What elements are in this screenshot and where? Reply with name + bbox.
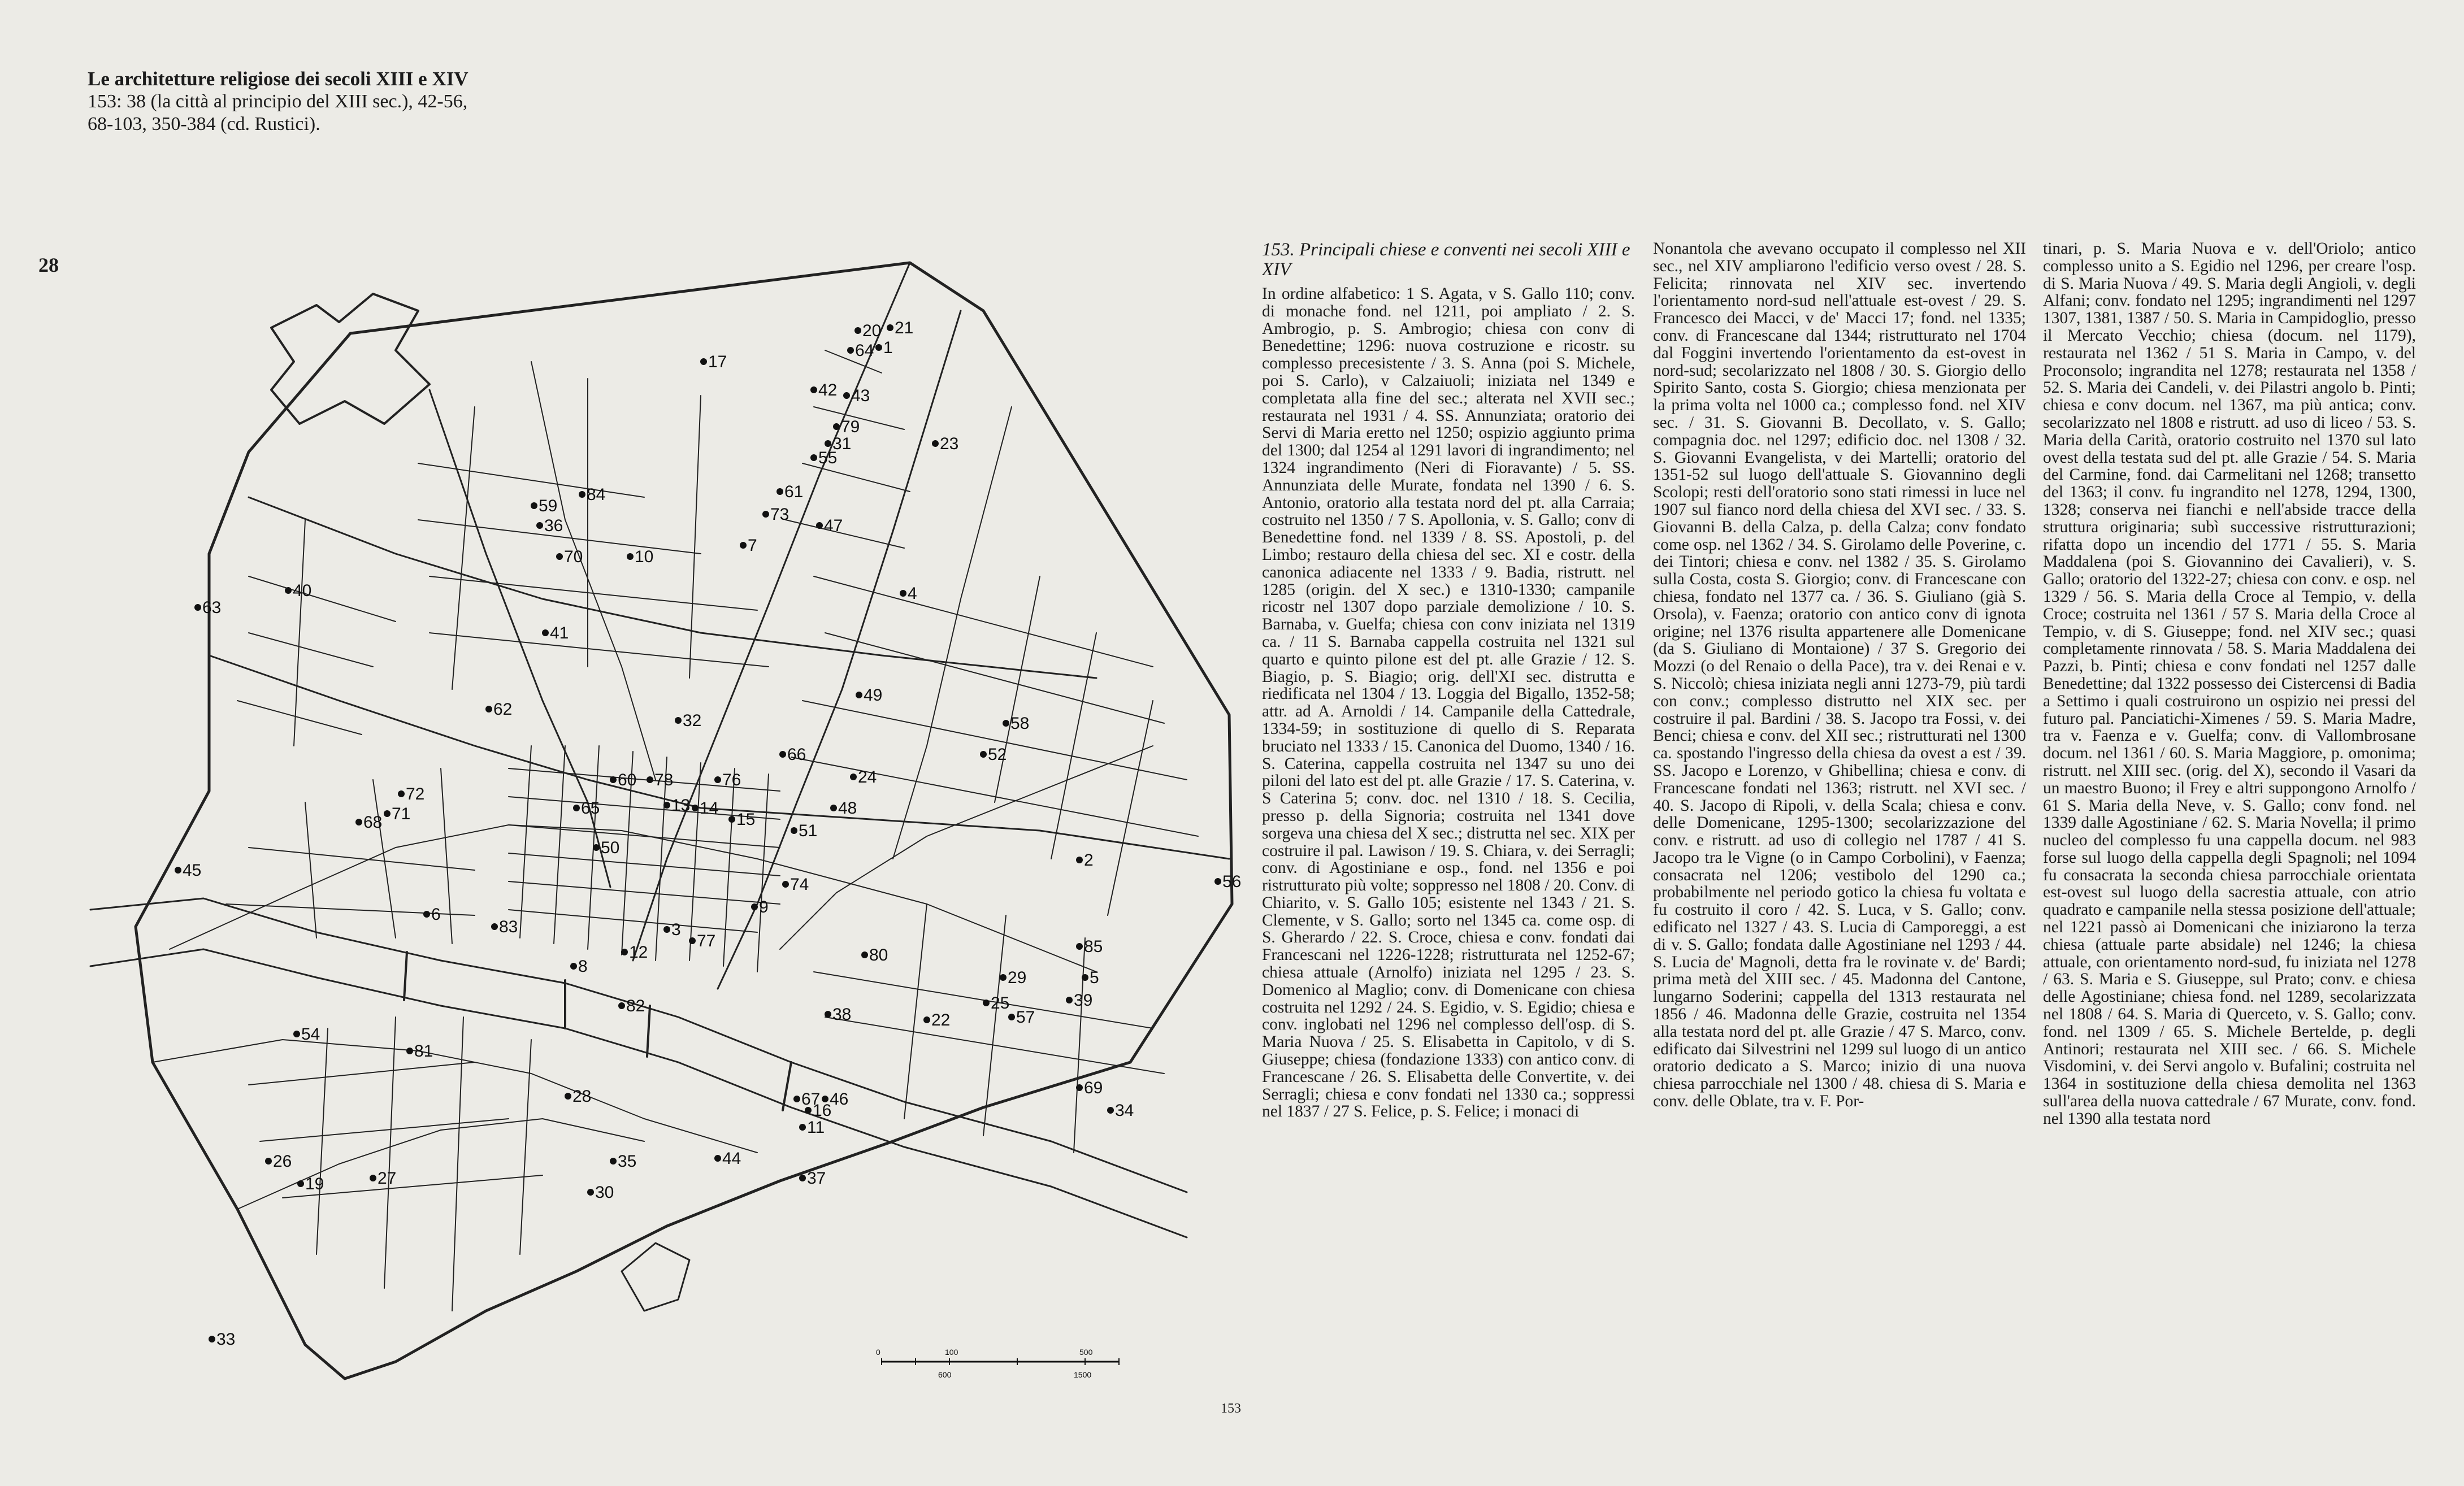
column-2-body: Nonantola che avevano occupato il complesso nel XII sec., nel XIV ampliarono l'edificio verso ovest / 28. S. Felicita; rinnovata nel XIV sec. invertendo l'orientamento nord-sud nell'attuale est-ovest / 29. S. Francesco dei Macci, v de' Macci 17; fond. nel 1335; conv. di Francescane dal 1344; ristrutturato nel 1704 dal Foggini invertendo l'orientamento da est-ovest in nord-sud; secolarizzato nel 1808 / 30. S. Giorgio dello Spirito Santo, costa S. Giorgio; chiesa menzionata per la prima volta nel 1000 ca.; complesso fond. nel XIV sec. / 31. S. Giovanni B. Decollato, v. S. Gallo; compagnia doc. nel 1297; edificio doc. nel 1308 / 32. S. Giovanni Evangelista, v dei Martelli; oratorio del 1351-52 sul luogo dell'attuale S. Giovannino degli Scolopi; resti dell'oratorio sono stati rimessi in luce nel 1907 sul fianco nord della chiesa del XVI sec. / 33. S. Giovanni B. della Calza, p. della Calza; conv fondato come osp. nel 1362 / 34. S. Girolamo delle Poverine, c. dei Tintori; chiesa e conv. nel 1382 / 35. S. Girolamo sulla Costa, costa S. Giorgio; conv. di Francescane con chiesa, fondato nel 1377 ca. / 36. S. Giuliano (già S. Orsola), v. Faenza; oratorio con antico conv di ignota origine; nel 1376 risulta appartenere alle Domenicane (da S. Giuliano di Montaione) / 37 S. Gregorio dei Mozzi (o del Renaio o della Pace), tra v. dei Renai e v. S. Niccolò; chiesa iniziata negli anni 1273-79, più tardi con conv.; complesso distrutto nel XIX sec. per costruire il pal. Bardini / 38. S. Jacopo tra Fossi, v. dei Benci; chiesa e conv. del XII sec.; ristrutturati nel 1300 ca. spostando l'ingresso della chiesa da ovest a est / 39. SS. Jacopo e Lorenzo, v Ghibellina; chiesa e conv. di Francescane fondati nel 1363; ristrutt. nel XVI sec. / 40. S. Jacopo di Ripoli, v. della Scala; chiesa e conv. delle Domenicane, 1295-1300; secolarizzazione del conv. e ristrutt. ad uso di collegio nel 1787 / 41 S. Jacopo tra le Vigne (o in Campo Corbolini), v Faenza; consacrata nel 1206; vestibolo del 1290 ca.; probabilmente nel periodo gotico la chiesa fu voltata e fu costruito il coro / 42. S. Luca, v S. Gallo; conv. edificato nel 1327 / 43. S. Lucia di Camporeggi, a est di v. S. Gallo; fondata dalle Agostiniane nel 1293 / 44. S. Lucia de' Magnoli, detta fra le rovinate v. de' Bardi; prima metà del XIII sec. / 45. Madonna del Cantone, lungarno Soderini; cappella del 1313 restaurata nel 1856 / 46. Madonna delle Grazie, costruita nel 1354 alla testata nord del pt. alle Grazie / 47 S. Marco, conv. edificato dai Silvestrini nel 1299 sul luogo di un antico oratorio dedicato a S. Marco; inizio di una nuova chiesa parrocchiale nel 1300 / 48. chiesa di S. Maria e conv. delle Oblate, tra v. F. Por- — [1653, 240, 2026, 1111]
map-marker-dot — [728, 816, 735, 823]
map-marker-dot — [983, 1000, 990, 1006]
map-marker-dot — [887, 324, 893, 331]
map-marker-dot — [1082, 974, 1088, 981]
map-label-20: 20 — [862, 321, 882, 340]
map-label-40: 40 — [293, 581, 312, 600]
map-label-29: 29 — [1008, 968, 1027, 987]
map-label-34: 34 — [1115, 1101, 1134, 1120]
map-marker-dot — [593, 844, 600, 851]
map-label-81: 81 — [414, 1042, 433, 1061]
map-label-61: 61 — [784, 483, 804, 501]
map-marker-dot — [1000, 974, 1007, 981]
map-label-7: 7 — [748, 536, 757, 555]
map-marker-dot — [847, 347, 854, 354]
map-label-2: 2 — [1084, 851, 1094, 870]
fortress — [271, 294, 430, 424]
map-marker-dot — [1076, 1084, 1083, 1091]
folio-number: 153 — [1221, 1401, 1241, 1416]
city-map — [79, 237, 1243, 1401]
map-marker-dot — [610, 1158, 617, 1165]
map-label-77: 77 — [697, 932, 716, 950]
map-marker-dot — [825, 1011, 831, 1018]
map-marker-dot — [1066, 997, 1073, 1003]
map-label-5: 5 — [1090, 968, 1099, 987]
river-south-bank — [90, 949, 1187, 1237]
map-marker-dot — [856, 692, 862, 698]
map-marker-dot — [579, 491, 585, 498]
map-marker-dot — [556, 553, 563, 560]
map-label-17: 17 — [708, 353, 727, 371]
map-marker-dot — [1008, 1014, 1015, 1020]
map-label-26: 26 — [273, 1152, 292, 1171]
map-marker-dot — [1214, 878, 1221, 885]
map-label-45: 45 — [183, 861, 202, 880]
map-label-4: 4 — [908, 584, 917, 603]
map-label-28: 28 — [572, 1087, 592, 1106]
map-marker-dot — [692, 805, 699, 811]
map-label-52: 52 — [988, 745, 1007, 764]
map-label-30: 30 — [595, 1183, 614, 1202]
map-marker-dot — [423, 911, 430, 918]
scale-label-600: 600 — [938, 1370, 952, 1379]
map-marker-dot — [370, 1175, 376, 1181]
header-block — [88, 68, 472, 136]
map-label-84: 84 — [587, 485, 606, 504]
map-label-82: 82 — [626, 997, 645, 1015]
map-label-8: 8 — [578, 957, 588, 976]
map-label-57: 57 — [1016, 1008, 1035, 1027]
map-label-48: 48 — [838, 799, 857, 818]
map-marker-dot — [194, 604, 201, 611]
map-label-21: 21 — [895, 319, 914, 337]
map-marker-dot — [621, 949, 628, 955]
map-marker-dot — [900, 590, 906, 597]
map-label-60: 60 — [618, 771, 637, 789]
map-base — [90, 263, 1232, 1379]
text-column-2 — [1653, 240, 2026, 1398]
scale-label-zero: 0 — [876, 1348, 880, 1357]
text-column-3 — [2043, 240, 2416, 1398]
map-label-36: 36 — [544, 516, 563, 535]
map-marker-dot — [740, 542, 747, 549]
map-marker-dot — [861, 951, 868, 958]
map-marker-dot — [816, 522, 823, 529]
section-title: 153. Principali chiese e conventi nei secoli XIII e XIV — [1262, 240, 1630, 280]
map-label-49: 49 — [864, 686, 883, 705]
text-column-1 — [1262, 240, 1635, 1398]
map-label-1: 1 — [883, 338, 893, 357]
map-label-14: 14 — [700, 799, 719, 818]
map-label-62: 62 — [493, 700, 513, 719]
map-marker-dot — [791, 827, 797, 834]
map-marker-dot — [297, 1180, 304, 1187]
map-marker-dot — [573, 805, 580, 811]
map-label-64: 64 — [855, 341, 874, 360]
map-marker-dot — [587, 1189, 594, 1196]
map-label-10: 10 — [635, 548, 654, 566]
scale-bar — [876, 1348, 1119, 1379]
map-marker-dot — [776, 488, 783, 495]
map-label-22: 22 — [931, 1011, 951, 1029]
map-label-67: 67 — [801, 1090, 821, 1109]
map-label-58: 58 — [1010, 714, 1030, 733]
map-label-37: 37 — [807, 1169, 826, 1188]
map-marker-dot — [618, 1002, 625, 1009]
map-marker-dot — [932, 440, 939, 447]
map-marker-dot — [542, 629, 549, 636]
map-marker-dot — [782, 881, 789, 888]
map-marker-dot — [793, 1096, 800, 1102]
map-label-13: 13 — [671, 796, 691, 815]
map-marker-dot — [531, 502, 537, 509]
map-label-24: 24 — [858, 768, 877, 787]
column-3-body: tinari, p. S. Maria Nuova e v. dell'Oriolo; antico complesso unito a S. Egidio nel 1296, per creare l'osp. di S. Maria Nuova / 49. S. Maria degli Angioli, v. degli Alfani; conv. fondato nel 1295; ingrandimenti nel 1297 1307, 1381, 1387 / 50. S. Maria in Campidoglio, presso il Mercato Vecchio; chiesa (docum. nel 1179), restaurata nel 1362 / 51 S. Maria in Campo, v. del Proconsolo; ingrandita nel 1278; restaurata nel 1358 / 52. S. Maria dei Candeli, v. dei Pilastri angolo b. Pinti; chiesa e conv docum. nel 1367, ma più antica; conv. secolarizzato nel 1808 e ristrutt. ad uso di liceo / 53. S. Maria della Carità, oratorio costruito nel 1370 sul lato ovest della testata sud del pt. alle Grazie / 54. S. Maria del Carmine, fond. dai Carmelitani nel 1268; transetto del 1363; il conv. fu ingrandito nel 1278, 1294, 1300, 1328; conserva nei fianchi e nell'abside tracce della struttura originaria; subì successive ristrutturazioni; rifatta dopo un incendio del 1771 / 55. S. Maria Maddalena (poi S. Giovannino dei Cavalieri), v. S. Gallo; oratorio del 1322-27; chiesa con conv. e osp. nel 1329 / 56. S. Maria della Croce al Tempio, v. della Croce; costruita nel 1361 / 57 S. Maria della Croce al Tempio, v. di S. Giuseppe; fond. nel XIV sec.; quasi completamente rinnovata / 58. S. Maria Maddalena dei Pazzi, b. Pinti; chiesa e conv fondati nel 1257 dalle Benedettine; dal 1322 possesso dei Cistercensi di Badia a Settimo i quali costruirono un ospizio nei pressi del futuro pal. Panciatichi-Ximenes / 59. S. Maria Madre, tra v. Faenza e v. Guelfa; conv. di Vallombrosane docum. nel 1361 / 60. S. Maria Maggiore, p. omonima; ristrutt. nel XIII sec. (orig. del X), secondo il Vasari da un maestro Buono; il Frey e altri suppongono Arnolfo / 61 S. Maria della Neve, v. S. Gallo; conv fond. nel 1339 dalle Agostiniane / 62. S. Maria Novella; il primo nucleo del complesso fu una cappella docum. nel 983 forse sul luogo della cappella degli Spagnoli; nel 1094 fu consacrata la seconda chiesa parrocchiale orientata est-ovest sul luogo della sacrestia attuale, con atrio quadrato e campanile nella stessa posizione dell'attuale; nel 1221 passò ai Domenicani che iniziarono la terza chiesa (attuale parte absidale) nel 1246; la chiesa attuale, con orientamento nord-sud, fu iniziata nel 1278 / 63. S. Maria e S. Giuseppe, sul Prato; conv. e chiesa delle Agostiniane; chiesa fond. nel 1289, secolarizzata nel 1808 / 64. S. Maria di Querceto, v. S. Gallo; conv. fond. nel 1309 / 65. S. Michele Bertelde, p. degli Antinori; restaurata nel XIII sec. / 66. S. Michele Visdomini, v. dei Servi angolo v. Bufalini; costruita nel 1364 in sostituzione della chiesa demolita nel 1363 sull'area della nuova cattedrale / 67 Murate, conv. fond. nel 1390 alla testata nord — [2043, 240, 2416, 1128]
map-marker-dot — [1003, 720, 1009, 727]
map-marker-dot — [779, 751, 786, 758]
map-marker-dot — [843, 392, 850, 399]
map-marker-dot — [923, 1016, 930, 1023]
map-marker-dot — [830, 805, 837, 811]
map-marker-dot — [675, 717, 682, 724]
scale-label-500: 500 — [1079, 1348, 1093, 1357]
map-marker-dot — [610, 776, 617, 783]
map-label-38: 38 — [832, 1005, 852, 1024]
map-marker-dot — [762, 511, 769, 518]
scale-label-100: 100 — [945, 1348, 958, 1357]
page-number: 28 — [38, 254, 59, 276]
map-label-80: 80 — [869, 946, 888, 964]
map-marker-dot — [810, 386, 817, 393]
map-marker-dot — [663, 802, 670, 809]
map-marker-dot — [714, 776, 721, 783]
map-label-74: 74 — [790, 875, 809, 894]
map-label-66: 66 — [787, 745, 806, 764]
map-label-35: 35 — [618, 1152, 637, 1171]
map-marker-dot — [384, 810, 391, 817]
map-marker-dot — [647, 776, 653, 783]
map-label-27: 27 — [378, 1169, 397, 1188]
map-label-50: 50 — [601, 838, 620, 857]
map-marker-dot — [714, 1155, 721, 1162]
map-marker-dot — [355, 819, 362, 825]
map-label-23: 23 — [940, 434, 959, 453]
map-label-59: 59 — [539, 497, 558, 515]
map-marker-dot — [799, 1175, 806, 1181]
map-label-42: 42 — [818, 381, 838, 399]
map-label-69: 69 — [1084, 1079, 1103, 1097]
map-label-47: 47 — [824, 516, 843, 535]
map-label-70: 70 — [564, 548, 583, 566]
map-label-33: 33 — [216, 1330, 236, 1349]
column-1-body: In ordine alfabetico: 1 S. Agata, v S. Gallo 110; conv. di monache fond. nel 1211, poi ampliato / 2. S. Ambrogio, p. S. Ambrogio; chiesa con conv di Benedettine; 1296: nuova costruzione e ricostr. su complesso precesistente / 3. S. Anna (poi S. Michele, poi S. Carlo), v Calzaiuoli; iniziata nel 1349 e completata alla fine del sec.; alterata nel XVII sec.; restaurata nel 1931 / 4. SS. Annunziata; oratorio dei Servi di Maria eretto nel 1250; ospizio aggiunto prima del 1300; dal 1254 al 1291 lavori di ingrandimento; nel 1324 ingrandimento (Neri di Fioravante) / 5. SS. Annunziata delle Murate, fondata nel 1390 / 6. S. Antonio, oratorio alla testata nord del pt. alla Carraia; costruito nel 1350 / 7 S. Apollonia, v. S. Gallo; conv di Benedettine fond. nel 1339 / 8. SS. Apostoli, p. del Limbo; restauro della chiesa del sec. XI e costr. della canonica adiacente nel 1333 / 9. Badia, ristrutt. nel 1285 (origin. del X sec.) e 1310-1330; campanile ricostr nel 1307 dopo parziale demolizione / 10. S. Barnaba, v. Guelfa; chiesa con conv iniziata nel 1319 ca. / 11 S. Barnaba cappella costruita nel 1321 sul quarto e quinto pilone est del pt. alle Grazie / 12. S. Biagio, p. S. Biagio; orig. dell'XI sec. distrutta e riedificata nel 1304 / 13. Loggia del Bigallo, 1352-58; attr. ad A. Arnoldi / 14. Campanile della Cattedrale, 1334-59; in sostituzione di quello di S. Reparata bruciato nel 1333 / 15. Canonica del Duomo, 1340 / 16. S. Caterina, cappella costruita nel 1347 su uno dei piloni del lato est del pt. alle Grazie / 17. S. Caterina, v. S Caterina 5; conv. doc. nel 1310 / 18. S. Cecilia, presso p. della Signoria; costruita nel 1341 dove sorgeva una chiesa del X sec.; distrutta nel sec. XIX per costruire il pal. Lawison / 19. S. Chiara, v. dei Serragli; conv. di Agostiniane e osp., fond. nel 1356 e poi ristrutturato più volte; soppresso nel 1808 / 20. Conv. di Chiarito, v. S. Gallo 105; esistente nel 1343 / 21. S. Clemente, v S. Gallo; sorto nel 1345 ca. come osp. di S. Gherardo / 22. S. Croce, chiesa e conv. fondati dai Francescani nel 1226-1228; ristrutturata nel 1252-67; chiesa attuale (Arnolfo) iniziata nel 1295 / 23. S. Domenico al Maglio; conv. di Domenicane con chiesa costruita nel 1292 / 24. S. Egidio, v. S. Egidio; chiesa e conv. inglobati nel 1296 nel complesso dell'osp. di S. Maria Nuova / 25. S. Elisabetta in Capitolo, v di S. Giuseppe; chiesa (fondazione 1333) con antico conv. di Francescane / 26. S. Elisabetta delle Convertite, v. dei Serragli; chiesa e conv fondati nel 1330 ca.; soppressi nel 1837 / 27 S. Felice, p. S. Felice; i monaci di — [1262, 285, 1635, 1121]
map-label-63: 63 — [202, 598, 222, 617]
map-marker-dot — [1107, 1107, 1114, 1114]
map-marker-dot — [293, 1031, 300, 1037]
map-label-12: 12 — [629, 943, 648, 962]
map-label-56: 56 — [1222, 872, 1242, 891]
map-marker-dot — [491, 923, 498, 930]
map-marker-dot — [398, 790, 405, 797]
map-label-71: 71 — [392, 805, 411, 823]
map-marker-dot — [536, 522, 543, 529]
map-marker-dot — [875, 344, 882, 351]
map-label-31: 31 — [832, 434, 852, 453]
map-label-79: 79 — [841, 418, 860, 436]
map-label-54: 54 — [301, 1025, 320, 1044]
belvedere — [622, 1243, 689, 1311]
map-label-78: 78 — [654, 771, 674, 789]
map-label-6: 6 — [431, 905, 441, 924]
map-label-55: 55 — [818, 449, 838, 467]
map-label-65: 65 — [581, 799, 600, 818]
bridges — [404, 952, 791, 1110]
city-wall — [136, 263, 1232, 1379]
map-marker-dot — [406, 1048, 413, 1054]
map-label-44: 44 — [722, 1149, 741, 1168]
map-marker-dot — [825, 440, 831, 447]
show-through-text — [2026, 62, 2213, 130]
map-marker-dot — [751, 903, 758, 910]
map-marker-dot — [810, 454, 817, 461]
map-label-32: 32 — [683, 711, 702, 730]
map-label-11: 11 — [807, 1118, 825, 1137]
map-marker-dot — [799, 1124, 806, 1131]
map-label-19: 19 — [305, 1175, 324, 1193]
header-refs: 153: 38 (la città al principio del XIII sec.), 42-56, 68-103, 350-384 (cd. Rustici). — [88, 91, 468, 134]
map-label-46: 46 — [830, 1090, 849, 1109]
map-marker-dot — [565, 1093, 571, 1100]
map-marker-dot — [854, 327, 861, 334]
map-label-43: 43 — [851, 386, 870, 405]
map-marker-dot — [627, 553, 634, 560]
map-label-39: 39 — [1074, 991, 1093, 1010]
map-marker-dot — [209, 1336, 215, 1342]
map-label-68: 68 — [363, 813, 383, 832]
map-marker-dot — [485, 706, 492, 712]
map-label-76: 76 — [722, 771, 741, 789]
map-marker-dot — [980, 751, 987, 758]
map-marker-dot — [285, 587, 292, 594]
map-marker-dot — [570, 963, 577, 970]
map-marker-dot — [265, 1158, 272, 1165]
map-marker-dot — [1076, 857, 1083, 863]
map-label-25: 25 — [991, 994, 1010, 1013]
map-label-41: 41 — [550, 624, 569, 642]
map-marker-dot — [175, 867, 181, 874]
map-label-73: 73 — [770, 505, 789, 524]
map-label-85: 85 — [1084, 937, 1103, 956]
map-marker-dot — [833, 423, 840, 430]
map-label-83: 83 — [499, 918, 518, 936]
map-marker-dot — [1076, 943, 1083, 950]
map-marker-dot — [663, 926, 670, 933]
map-label-72: 72 — [406, 785, 425, 803]
map-marker-dot — [850, 774, 857, 780]
map-label-3: 3 — [671, 920, 681, 939]
map-label-51: 51 — [799, 822, 818, 840]
header-title: Le architetture religiose dei secoli XIII e XIV — [88, 68, 468, 90]
map-label-15: 15 — [736, 810, 756, 829]
map-label-9: 9 — [759, 898, 769, 916]
map-marker-dot — [689, 937, 696, 944]
map-marker-dot — [700, 358, 707, 365]
map-label-16: 16 — [813, 1101, 832, 1120]
scale-label-1500: 1500 — [1074, 1370, 1092, 1379]
